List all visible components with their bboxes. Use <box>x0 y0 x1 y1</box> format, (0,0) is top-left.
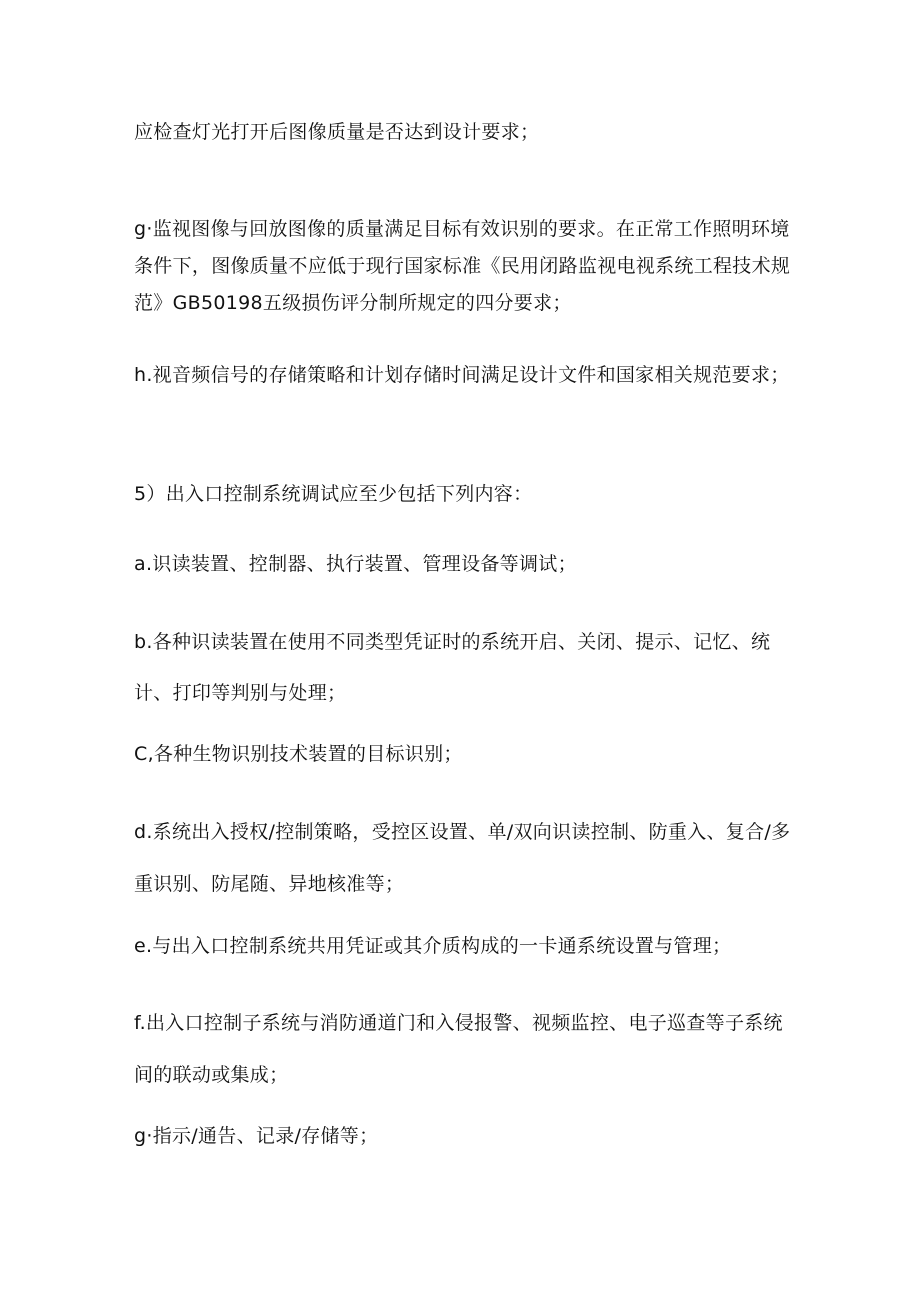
paragraph-item-c-biometric: C,各种生物识别技术装置的目标识别； <box>134 743 463 765</box>
paragraph-item-f-linkage: f.出入口控制子系统与消防通道门和入侵报警、视频监控、电子巡查等子系统间的联动或集成； <box>134 1012 783 1086</box>
paragraph-item-h-storage-policy: h.视音频信号的存储策略和计划存储时间满足设计文件和国家相关规范要求； <box>134 364 790 386</box>
paragraph-section-5-heading: 5）出入口控制系统调试应至少包括下列内容： <box>134 483 533 505</box>
paragraph-item-g-notify-record: g·指示/通告、记录/存储等； <box>134 1125 379 1147</box>
paragraph-item-d-authorization: d.系统出入授权/控制策略，受控区设置、单/双向识读控制、防重入、复合/多重识别、防尾随、异地核准等； <box>134 821 791 895</box>
paragraph-item-e-card-system: e.与出入口控制系统共用凭证或其介质构成的一卡通系统设置与管理； <box>134 935 732 957</box>
paragraph-image-quality-check: 应检查灯光打开后图像质量是否达到设计要求； <box>134 121 540 143</box>
paragraph-item-b-reader-handling: b.各种识读装置在使用不同类型凭证时的系统开启、关闭、提示、记忆、统计、打印等判别与处理； <box>134 631 771 704</box>
paragraph-item-a-device-debug: a.识读装置、控制器、执行装置、管理设备等调试； <box>134 553 577 575</box>
paragraph-item-g-image-quality: g·监视图像与回放图像的质量满足目标有效识别的要求。在正常工作照明环境条件下，图像质量不应低于现行国家标准《民用闭路监视电视系统工程技术规范》GB50198五级损伤评分制所规定的四分要求； <box>134 218 791 314</box>
